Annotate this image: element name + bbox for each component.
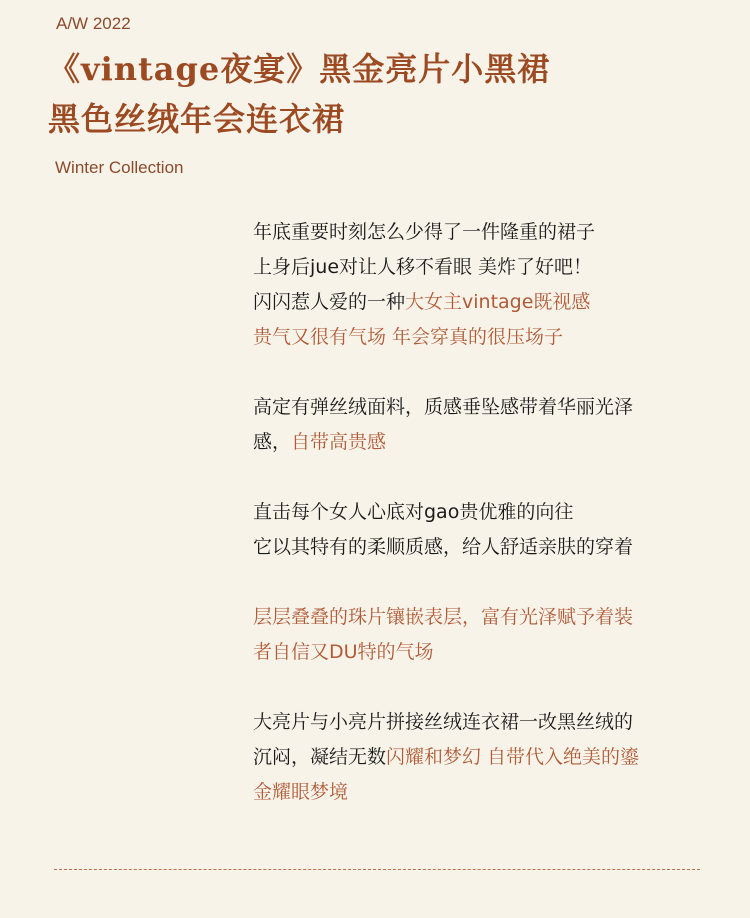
title-line: 《vintage夜宴》黑金亮片小黑裙 — [48, 50, 551, 88]
text-line: 直击每个女人心底对gao贵优雅的向往 — [253, 501, 574, 523]
dashed-divider — [54, 869, 700, 870]
text-line: 层层叠叠的珠片镶嵌表层，富有光泽赋予着装 — [253, 606, 634, 628]
text-line: 上身后jue对让人移不看眼 美炸了好吧！ — [253, 256, 593, 278]
text-line: 高定有弹丝绒面料，质感垂坠感带着华丽光泽 — [253, 396, 634, 418]
season-label: A/W 2022 — [56, 14, 131, 33]
text-line: 者自信又DU特的气场 — [253, 641, 434, 663]
text-line: 闪闪惹人爱的一种大女主vintage既视感 — [253, 291, 591, 313]
collection-label: Winter Collection — [55, 158, 184, 177]
text-line: 金耀眼梦境 — [253, 781, 349, 803]
title-line: 黑色丝绒年会连衣裙 — [48, 100, 346, 138]
text-line: 贵气又很有气场 年会穿真的很压场子 — [253, 326, 564, 348]
paragraph — [253, 215, 673, 355]
text-line: 它以其特有的柔顺质感，给人舒适亲肤的穿着 — [253, 536, 634, 558]
page-title — [48, 44, 550, 144]
paragraph — [253, 705, 673, 810]
paragraph — [253, 495, 673, 565]
paragraph — [253, 390, 673, 460]
text-line: 年底重要时刻怎么少得了一件隆重的裙子 — [253, 221, 596, 243]
text-line: 大亮片与小亮片拼接丝绒连衣裙一改黑丝绒的 — [253, 711, 634, 733]
paragraph — [253, 600, 673, 670]
text-line: 沉闷，凝结无数闪耀和梦幻 自带代入绝美的鎏 — [253, 746, 640, 768]
text-line: 感，自带高贵感 — [253, 431, 387, 453]
description-body — [253, 215, 673, 845]
